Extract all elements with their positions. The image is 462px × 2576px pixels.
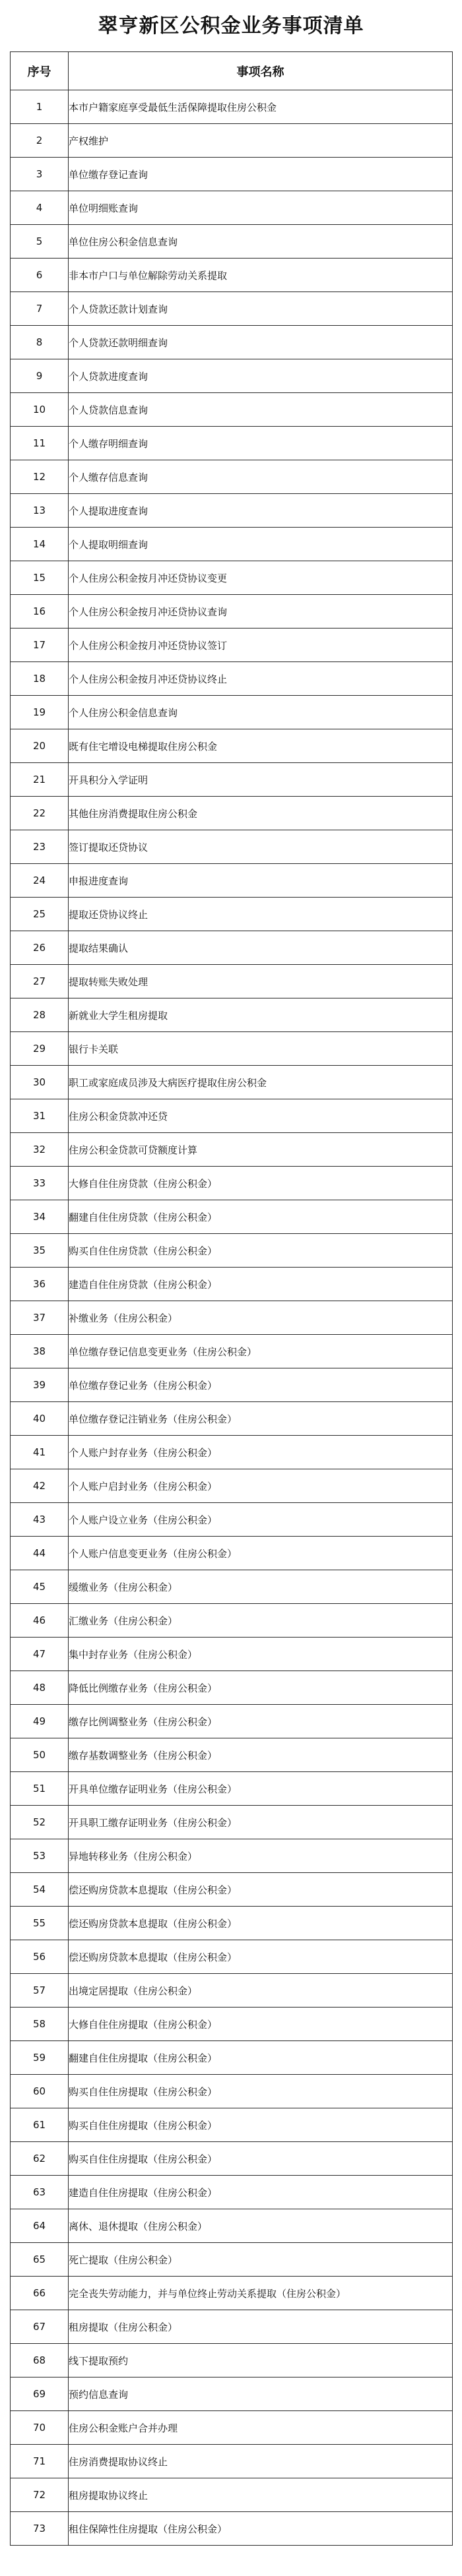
row-serial-number: 27 — [11, 965, 69, 998]
row-serial-number: 44 — [11, 1537, 69, 1570]
row-serial-number: 57 — [11, 1974, 69, 2008]
row-serial-number: 5 — [11, 225, 69, 259]
row-item-name: 个人账户设立业务（住房公积金） — [69, 1503, 453, 1537]
row-item-name: 降低比例缴存业务（住房公积金） — [69, 1671, 453, 1705]
row-item-name: 单位明细账查询 — [69, 191, 453, 225]
table-row — [11, 1772, 453, 1806]
row-item-name: 住房公积金贷款可贷额度计算 — [69, 1133, 453, 1167]
table-row — [11, 326, 453, 359]
row-item-name: 新就业大学生租房提取 — [69, 998, 453, 1032]
row-serial-number: 31 — [11, 1099, 69, 1133]
table-row — [11, 696, 453, 729]
table-row — [11, 359, 453, 393]
row-serial-number: 23 — [11, 830, 69, 864]
table-row — [11, 1873, 453, 1907]
table-row — [11, 90, 453, 124]
table-row — [11, 124, 453, 158]
row-item-name: 线下提取预约 — [69, 2344, 453, 2377]
table-row — [11, 629, 453, 662]
row-serial-number: 2 — [11, 124, 69, 158]
row-serial-number: 10 — [11, 393, 69, 427]
row-item-name: 预约信息查询 — [69, 2377, 453, 2411]
table-row — [11, 225, 453, 259]
row-item-name: 开具职工缴存证明业务（住房公积金） — [69, 1806, 453, 1839]
table-row — [11, 2176, 453, 2209]
row-item-name: 非本市户口与单位解除劳动关系提取 — [69, 259, 453, 292]
row-serial-number: 45 — [11, 1570, 69, 1604]
row-item-name: 购买自住住房提取（住房公积金） — [69, 2108, 453, 2142]
table-row — [11, 1738, 453, 1772]
table-row — [11, 1368, 453, 1402]
row-item-name: 个人贷款进度查询 — [69, 359, 453, 393]
row-serial-number: 67 — [11, 2310, 69, 2344]
row-item-name: 翻建自住住房提取（住房公积金） — [69, 2041, 453, 2075]
table-row — [11, 2209, 453, 2243]
row-item-name: 个人账户封存业务（住房公积金） — [69, 1436, 453, 1469]
row-serial-number: 64 — [11, 2209, 69, 2243]
business-items-table — [10, 51, 453, 2546]
table-row — [11, 1570, 453, 1604]
row-serial-number: 65 — [11, 2243, 69, 2277]
row-serial-number: 33 — [11, 1167, 69, 1200]
table-row — [11, 1604, 453, 1638]
row-serial-number: 6 — [11, 259, 69, 292]
row-serial-number: 58 — [11, 2008, 69, 2041]
table-row — [11, 1940, 453, 1974]
row-serial-number: 69 — [11, 2377, 69, 2411]
table-row — [11, 2411, 453, 2445]
row-serial-number: 4 — [11, 191, 69, 225]
row-serial-number: 25 — [11, 898, 69, 931]
row-item-name: 单位缴存登记业务（住房公积金） — [69, 1368, 453, 1402]
table-row — [11, 2108, 453, 2142]
table-row — [11, 1200, 453, 1234]
row-serial-number: 20 — [11, 729, 69, 763]
table-row — [11, 2075, 453, 2108]
row-item-name: 住房公积金账户合并办理 — [69, 2411, 453, 2445]
row-serial-number: 41 — [11, 1436, 69, 1469]
row-item-name: 缴存比例调整业务（住房公积金） — [69, 1705, 453, 1738]
row-item-name: 个人缴存明细查询 — [69, 427, 453, 460]
row-item-name: 银行卡关联 — [69, 1032, 453, 1066]
row-serial-number: 72 — [11, 2478, 69, 2512]
table-row — [11, 494, 453, 528]
row-serial-number: 43 — [11, 1503, 69, 1537]
row-serial-number: 16 — [11, 595, 69, 629]
table-row — [11, 797, 453, 830]
row-serial-number: 50 — [11, 1738, 69, 1772]
row-item-name: 单位住房公积金信息查询 — [69, 225, 453, 259]
header-serial-number: 序号 — [11, 52, 69, 90]
table-row — [11, 460, 453, 494]
row-item-name: 个人账户信息变更业务（住房公积金） — [69, 1537, 453, 1570]
table-row — [11, 1671, 453, 1705]
table-row — [11, 1268, 453, 1301]
table-row — [11, 965, 453, 998]
row-item-name: 偿还购房贷款本息提取（住房公积金） — [69, 1907, 453, 1940]
table-row — [11, 1436, 453, 1469]
row-item-name: 单位缴存登记注销业务（住房公积金） — [69, 1402, 453, 1436]
row-item-name: 个人贷款信息查询 — [69, 393, 453, 427]
table-row — [11, 1839, 453, 1873]
row-item-name: 完全丧失劳动能力，并与单位终止劳动关系提取（住房公积金） — [69, 2277, 453, 2310]
table-row — [11, 2008, 453, 2041]
row-item-name: 个人住房公积金按月冲还贷协议签订 — [69, 629, 453, 662]
row-serial-number: 63 — [11, 2176, 69, 2209]
row-item-name: 大修自住住房贷款（住房公积金） — [69, 1167, 453, 1200]
table-row — [11, 1469, 453, 1503]
row-serial-number: 35 — [11, 1234, 69, 1268]
row-serial-number: 17 — [11, 629, 69, 662]
row-serial-number: 37 — [11, 1301, 69, 1335]
table-row — [11, 864, 453, 898]
table-row — [11, 1032, 453, 1066]
row-serial-number: 53 — [11, 1839, 69, 1873]
row-serial-number: 68 — [11, 2344, 69, 2377]
row-item-name: 个人贷款还款明细查询 — [69, 326, 453, 359]
table-row — [11, 1974, 453, 2008]
row-item-name: 出境定居提取（住房公积金） — [69, 1974, 453, 2008]
table-row — [11, 2142, 453, 2176]
row-serial-number: 40 — [11, 1402, 69, 1436]
row-item-name: 个人住房公积金按月冲还贷协议查询 — [69, 595, 453, 629]
row-item-name: 单位缴存登记信息变更业务（住房公积金） — [69, 1335, 453, 1368]
row-item-name: 购买自住住房提取（住房公积金） — [69, 2075, 453, 2108]
header-item-name: 事项名称 — [69, 52, 453, 90]
table-row — [11, 2041, 453, 2075]
row-item-name: 集中封存业务（住房公积金） — [69, 1638, 453, 1671]
table-row — [11, 898, 453, 931]
table-row — [11, 2445, 453, 2478]
row-serial-number: 59 — [11, 2041, 69, 2075]
row-item-name: 住房公积金贷款冲还贷 — [69, 1099, 453, 1133]
table-row — [11, 528, 453, 561]
row-serial-number: 46 — [11, 1604, 69, 1638]
row-serial-number: 9 — [11, 359, 69, 393]
row-item-name: 提取结果确认 — [69, 931, 453, 965]
row-serial-number: 26 — [11, 931, 69, 965]
row-serial-number: 36 — [11, 1268, 69, 1301]
table-row — [11, 1133, 453, 1167]
table-row — [11, 1806, 453, 1839]
row-serial-number: 21 — [11, 763, 69, 797]
row-item-name: 开具积分入学证明 — [69, 763, 453, 797]
row-serial-number: 28 — [11, 998, 69, 1032]
row-serial-number: 62 — [11, 2142, 69, 2176]
table-row — [11, 1503, 453, 1537]
table-row — [11, 191, 453, 225]
row-serial-number: 22 — [11, 797, 69, 830]
row-item-name: 租房提取（住房公积金） — [69, 2310, 453, 2344]
row-item-name: 既有住宅增设电梯提取住房公积金 — [69, 729, 453, 763]
row-serial-number: 1 — [11, 90, 69, 124]
row-item-name: 补缴业务（住房公积金） — [69, 1301, 453, 1335]
row-serial-number: 32 — [11, 1133, 69, 1167]
table-row — [11, 427, 453, 460]
row-serial-number: 3 — [11, 158, 69, 191]
row-item-name: 签订提取还贷协议 — [69, 830, 453, 864]
row-serial-number: 11 — [11, 427, 69, 460]
row-item-name: 申报进度查询 — [69, 864, 453, 898]
table-row — [11, 292, 453, 326]
row-item-name: 偿还购房贷款本息提取（住房公积金） — [69, 1940, 453, 1974]
table-row — [11, 2478, 453, 2512]
row-item-name: 离休、退休提取（住房公积金） — [69, 2209, 453, 2243]
row-serial-number: 49 — [11, 1705, 69, 1738]
row-serial-number: 47 — [11, 1638, 69, 1671]
row-item-name: 大修自住住房提取（住房公积金） — [69, 2008, 453, 2041]
table-row — [11, 259, 453, 292]
row-serial-number: 51 — [11, 1772, 69, 1806]
row-item-name: 租房提取协议终止 — [69, 2478, 453, 2512]
row-item-name: 本市户籍家庭享受最低生活保障提取住房公积金 — [69, 90, 453, 124]
page-title: 翠亨新区公积金业务事项清单 — [98, 15, 364, 38]
table-row — [11, 393, 453, 427]
table-row — [11, 1234, 453, 1268]
row-item-name: 其他住房消费提取住房公积金 — [69, 797, 453, 830]
row-item-name: 购买自住住房贷款（住房公积金） — [69, 1234, 453, 1268]
table-row — [11, 729, 453, 763]
row-item-name: 住房消费提取协议终止 — [69, 2445, 453, 2478]
table-row — [11, 1167, 453, 1200]
row-serial-number: 30 — [11, 1066, 69, 1099]
row-item-name: 翻建自住住房贷款（住房公积金） — [69, 1200, 453, 1234]
row-serial-number: 71 — [11, 2445, 69, 2478]
row-serial-number: 34 — [11, 1200, 69, 1234]
row-item-name: 个人提取明细查询 — [69, 528, 453, 561]
row-item-name: 个人住房公积金按月冲还贷协议变更 — [69, 561, 453, 595]
table-row — [11, 561, 453, 595]
row-serial-number: 19 — [11, 696, 69, 729]
row-serial-number: 56 — [11, 1940, 69, 1974]
row-item-name: 汇缴业务（住房公积金） — [69, 1604, 453, 1638]
row-serial-number: 7 — [11, 292, 69, 326]
table-row — [11, 1537, 453, 1570]
row-item-name: 个人缴存信息查询 — [69, 460, 453, 494]
row-item-name: 偿还购房贷款本息提取（住房公积金） — [69, 1873, 453, 1907]
row-item-name: 提取还贷协议终止 — [69, 898, 453, 931]
table-row — [11, 2310, 453, 2344]
table-row — [11, 1335, 453, 1368]
row-serial-number: 42 — [11, 1469, 69, 1503]
row-item-name: 产权维护 — [69, 124, 453, 158]
table-row — [11, 1705, 453, 1738]
table-row — [11, 1907, 453, 1940]
row-serial-number: 73 — [11, 2512, 69, 2546]
table-row — [11, 931, 453, 965]
row-item-name: 开具单位缴存证明业务（住房公积金） — [69, 1772, 453, 1806]
table-row — [11, 158, 453, 191]
table-row — [11, 1402, 453, 1436]
row-serial-number: 61 — [11, 2108, 69, 2142]
row-serial-number: 60 — [11, 2075, 69, 2108]
table-row — [11, 1301, 453, 1335]
row-serial-number: 29 — [11, 1032, 69, 1066]
row-item-name: 个人住房公积金按月冲还贷协议终止 — [69, 662, 453, 696]
row-item-name: 缓缴业务（住房公积金） — [69, 1570, 453, 1604]
table-row — [11, 662, 453, 696]
row-item-name: 死亡提取（住房公积金） — [69, 2243, 453, 2277]
table-row — [11, 1638, 453, 1671]
table-header-row — [11, 52, 453, 90]
row-serial-number: 55 — [11, 1907, 69, 1940]
table-row — [11, 595, 453, 629]
row-serial-number: 66 — [11, 2277, 69, 2310]
row-item-name: 缴存基数调整业务（住房公积金） — [69, 1738, 453, 1772]
table-body — [11, 90, 453, 2546]
row-item-name: 个人提取进度查询 — [69, 494, 453, 528]
row-serial-number: 12 — [11, 460, 69, 494]
row-item-name: 建造自住住房提取（住房公积金） — [69, 2176, 453, 2209]
row-serial-number: 52 — [11, 1806, 69, 1839]
row-item-name: 职工或家庭成员涉及大病医疗提取住房公积金 — [69, 1066, 453, 1099]
row-serial-number: 54 — [11, 1873, 69, 1907]
row-serial-number: 38 — [11, 1335, 69, 1368]
table-row — [11, 1099, 453, 1133]
row-serial-number: 18 — [11, 662, 69, 696]
table-row — [11, 2512, 453, 2546]
table-row — [11, 2277, 453, 2310]
row-item-name: 提取转账失败处理 — [69, 965, 453, 998]
row-serial-number: 15 — [11, 561, 69, 595]
table-row — [11, 830, 453, 864]
table-row — [11, 2377, 453, 2411]
row-item-name: 个人贷款还款计划查询 — [69, 292, 453, 326]
row-item-name: 建造自住住房贷款（住房公积金） — [69, 1268, 453, 1301]
row-serial-number: 8 — [11, 326, 69, 359]
row-item-name: 单位缴存登记查询 — [69, 158, 453, 191]
row-serial-number: 70 — [11, 2411, 69, 2445]
row-item-name: 个人住房公积金信息查询 — [69, 696, 453, 729]
row-serial-number: 13 — [11, 494, 69, 528]
row-item-name: 租住保障性住房提取（住房公积金） — [69, 2512, 453, 2546]
row-serial-number: 14 — [11, 528, 69, 561]
table-row — [11, 1066, 453, 1099]
table-row — [11, 2243, 453, 2277]
row-serial-number: 24 — [11, 864, 69, 898]
row-item-name: 购买自住住房提取（住房公积金） — [69, 2142, 453, 2176]
table-row — [11, 998, 453, 1032]
row-serial-number: 39 — [11, 1368, 69, 1402]
row-item-name: 个人账户启封业务（住房公积金） — [69, 1469, 453, 1503]
table-row — [11, 2344, 453, 2377]
row-serial-number: 48 — [11, 1671, 69, 1705]
table-row — [11, 763, 453, 797]
row-item-name: 异地转移业务（住房公积金） — [69, 1839, 453, 1873]
